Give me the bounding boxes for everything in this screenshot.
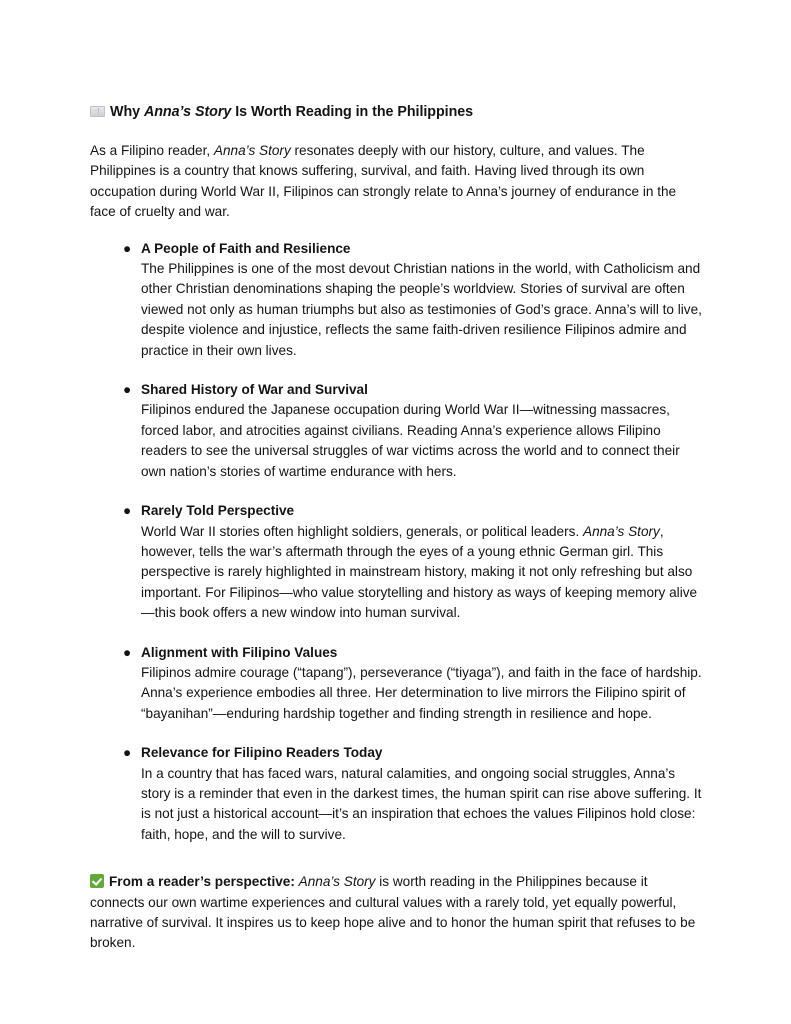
intro-text-part-1: As a Filipino reader, [90,143,214,158]
bullet-point-icon: ● [123,382,132,398]
closing-text-part-2: is worth reading in the Philippines because it connects our own wartime experiences and cultural values with a rarely told, yet equally powerful, narrative of survival. It inspires us to keep hope alive and to honor the human spirit that refuses to be broken. [90,874,696,951]
page-title-suffix: Is Worth Reading in the Philippines [231,104,474,120]
document-content [90,102,702,954]
reasons-list [90,239,702,846]
list-item-book-name: Anna’s Story [583,523,660,539]
list-item-title: Relevance for Filipino Readers Today [141,745,383,761]
list-item-title: Alignment with Filipino Values [141,644,338,660]
closing-book-name: Anna’s Story [298,874,376,890]
list-item-title: Rarely Told Perspective [141,503,295,519]
bullet-point-icon: ● [123,503,132,519]
intro-text-part-2: resonates deeply with our history, culture, and values. The Philippines is a country that knows suffering, survival, and faith. Having lived through its own occupation during World War II, Filipinos can strongly relate to Anna’s journey of endurance in the face of cruelty and war. [90,143,677,220]
list-item-title: A People of Faith and Resilience [141,240,351,256]
list-item-body-part-2: , however, tells the war’s aftermath through the eyes of a young ethnic German girl. This perspective is rarely highlighted in mainstream history, making it not only refreshing but also important. For Filipinos—who value storytelling and history as ways of keeping memory alive—this book offers a new window into human survival. [141,523,698,621]
page-title-prefix: Why [110,104,144,120]
page-title-book-name: Anna’s Story [143,104,232,120]
list-item-body: Filipinos endured the Japanese occupation during World War II—witnessing massacres, forced labor, and atrocities against civilians. Reading Anna’s experience allows Filipino readers to see the universal struggles of war victims across the world and to connect their own nation’s stories of wartime endurance with hers. [141,402,680,479]
bullet-point-icon: ● [123,644,132,660]
list-item-body-part-1: World War II stories often highlight soldiers, generals, or political leaders. [141,523,583,539]
list-item [90,643,702,725]
list-item [90,380,702,482]
closing-lead-in: From a reader’s perspective: [109,874,295,890]
page-title [90,102,702,122]
list-item-body: The Philippines is one of the most devout Christian nations in the world, with Catholicism and other Christian denominations shaping the people’s worldview. Stories of survival are often viewed not only as human triumphs but also as testimonies of God’s grace. Anna’s will to live, despite violence and injustice, reflects the same faith-driven resilience Filipinos admire and practice in their own lives. [141,261,702,358]
bullet-point-icon: ● [123,240,132,256]
intro-book-name: Anna’s Story [213,143,291,158]
green-check-mark-icon [90,874,104,888]
bullet-point-icon: ● [123,745,132,761]
list-item-body: Filipinos admire courage (“tapang”), perseverance (“tiyaga”), and faith in the face of hardship. Anna’s experience embodies all three. Her determination to live mirrors the Filipino spirit of “bayanihan”—enduring hardship together and finding strength in resilience and hope. [141,664,702,721]
list-item-body [141,522,702,624]
closing-paragraph [90,872,702,954]
list-item [90,743,702,845]
list-item [90,239,702,361]
list-item-body: In a country that has faced wars, natural calamities, and ongoing social struggles, Anna’s story is a reminder that even in the darkest times, the human spirit can rise above suffering. It is not just a historical account—it’s an inspiration that echoes the values Filipinos hold close: faith, hope, and the will to survive. [141,765,702,842]
list-item [90,501,702,623]
intro-paragraph [90,141,702,223]
list-item-title: Shared History of War and Survival [141,382,368,398]
open-book-icon [90,106,105,117]
